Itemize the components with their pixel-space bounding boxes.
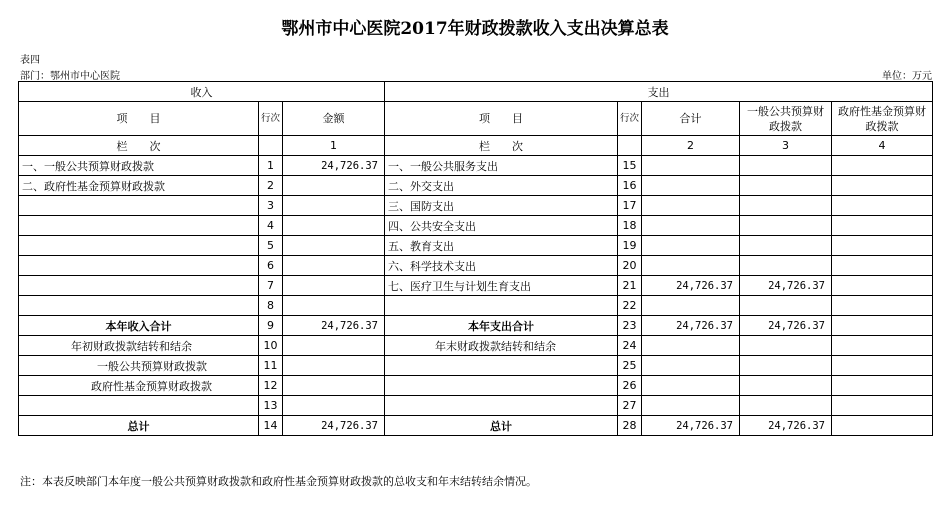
expense-row-no-cell: 27 — [618, 396, 642, 416]
expense-total-cell — [642, 176, 740, 196]
expense-general-cell: 24,726.37 — [740, 416, 832, 436]
income-item-header: 项 目 — [19, 102, 259, 136]
expense-row-no-cell: 23 — [618, 316, 642, 336]
income-row-no-cell: 3 — [259, 196, 283, 216]
income-column-number: 1 — [283, 136, 385, 156]
income-amount-cell — [283, 396, 385, 416]
income-row-no-cell: 11 — [259, 356, 283, 376]
income-row-no-cell: 7 — [259, 276, 283, 296]
expense-fund-cell — [832, 416, 933, 436]
expense-total-cell — [642, 156, 740, 176]
income-item-cell: 总计 — [19, 416, 259, 436]
budget-table — [18, 81, 933, 436]
income-row-no-cell: 8 — [259, 296, 283, 316]
expense-column-label: 栏 次 — [385, 136, 618, 156]
expense-fund-cell — [832, 336, 933, 356]
table-row — [19, 176, 933, 196]
expense-general-cell — [740, 296, 832, 316]
income-row-no-cell: 14 — [259, 416, 283, 436]
expense-total-cell: 24,726.37 — [642, 276, 740, 296]
expense-fund-cell — [832, 396, 933, 416]
gov-fund-header: 政府性基金预算财政拨款 — [832, 102, 933, 136]
income-item-cell — [19, 296, 259, 316]
income-item-cell — [19, 256, 259, 276]
income-column-label: 栏 次 — [19, 136, 259, 156]
expense-header: 支出 — [385, 82, 933, 102]
income-row-no-cell: 4 — [259, 216, 283, 236]
income-amount-cell — [283, 176, 385, 196]
expense-item-cell — [385, 356, 618, 376]
income-column-blank — [259, 136, 283, 156]
expense-fund-cell — [832, 196, 933, 216]
table-row — [19, 256, 933, 276]
expense-item-cell: 年末财政拨款结转和结余 — [385, 336, 618, 356]
expense-item-cell: 总计 — [385, 416, 618, 436]
expense-item-cell: 四、公共安全支出 — [385, 216, 618, 236]
table-row — [19, 376, 933, 396]
income-row-no-header: 行次 — [259, 102, 283, 136]
income-row-no-cell: 5 — [259, 236, 283, 256]
expense-general-cell — [740, 376, 832, 396]
expense-fund-cell — [832, 356, 933, 376]
table-number: 表四 — [20, 55, 40, 66]
income-item-cell: 政府性基金预算财政拨款 — [19, 376, 259, 396]
expense-row-no-header: 行次 — [618, 102, 642, 136]
table-row — [19, 216, 933, 236]
income-row-no-cell: 13 — [259, 396, 283, 416]
income-amount-cell — [283, 256, 385, 276]
expense-row-no-cell: 20 — [618, 256, 642, 276]
expense-row-no-cell: 25 — [618, 356, 642, 376]
expense-fund-cell — [832, 276, 933, 296]
expense-item-cell: 一、一般公共服务支出 — [385, 156, 618, 176]
expense-column-blank — [618, 136, 642, 156]
expense-total-cell — [642, 356, 740, 376]
footnote: 注：本表反映部门本年度一般公共预算财政拨款和政府性基金预算财政拨款的总收支和年末结转结余情况。 — [20, 475, 537, 488]
expense-total-cell — [642, 196, 740, 216]
income-amount-cell — [283, 216, 385, 236]
table-row — [19, 276, 933, 296]
expense-fund-cell — [832, 176, 933, 196]
expense-row-no-cell: 16 — [618, 176, 642, 196]
expense-item-cell — [385, 396, 618, 416]
income-item-cell: 一、一般公共预算财政拨款 — [19, 156, 259, 176]
expense-general-cell: 24,726.37 — [740, 276, 832, 296]
expense-fund-cell — [832, 296, 933, 316]
income-row-no-cell: 6 — [259, 256, 283, 276]
table-row — [19, 296, 933, 316]
general-column-number: 3 — [740, 136, 832, 156]
income-amount-cell: 24,726.37 — [283, 416, 385, 436]
expense-item-cell: 三、国防支出 — [385, 196, 618, 216]
expense-total-cell — [642, 296, 740, 316]
expense-row-no-cell: 24 — [618, 336, 642, 356]
expense-total-cell — [642, 236, 740, 256]
expense-fund-cell — [832, 316, 933, 336]
expense-general-cell — [740, 216, 832, 236]
expense-item-header: 项 目 — [385, 102, 618, 136]
income-item-cell: 二、政府性基金预算财政拨款 — [19, 176, 259, 196]
table-row — [19, 316, 933, 336]
income-amount-cell — [283, 276, 385, 296]
unit-label: 单位：万元 — [882, 71, 932, 82]
expense-item-cell — [385, 376, 618, 396]
expense-total-cell — [642, 376, 740, 396]
expense-general-cell — [740, 176, 832, 196]
expense-total-cell — [642, 396, 740, 416]
income-item-cell — [19, 276, 259, 296]
expense-item-cell: 七、医疗卫生与计划生育支出 — [385, 276, 618, 296]
expense-fund-cell — [832, 376, 933, 396]
income-item-cell: 本年收入合计 — [19, 316, 259, 336]
income-row-no-cell: 2 — [259, 176, 283, 196]
table-row — [19, 336, 933, 356]
income-amount-cell — [283, 356, 385, 376]
income-item-cell — [19, 236, 259, 256]
income-amount-cell — [283, 296, 385, 316]
expense-general-cell — [740, 336, 832, 356]
expense-row-no-cell: 26 — [618, 376, 642, 396]
table-row — [19, 356, 933, 376]
expense-fund-cell — [832, 256, 933, 276]
page-title: 鄂州市中心医院2017年财政拨款收入支出决算总表 — [281, 19, 669, 39]
expense-item-cell: 本年支出合计 — [385, 316, 618, 336]
total-column-number: 2 — [642, 136, 740, 156]
expense-general-cell — [740, 156, 832, 176]
expense-general-cell — [740, 236, 832, 256]
income-item-cell: 年初财政拨款结转和结余 — [19, 336, 259, 356]
expense-total-cell: 24,726.37 — [642, 416, 740, 436]
expense-total-cell — [642, 336, 740, 356]
expense-general-cell — [740, 196, 832, 216]
table-row — [19, 416, 933, 436]
department-label: 部门：鄂州市中心医院 — [20, 71, 120, 82]
expense-total-cell — [642, 256, 740, 276]
table-row — [19, 236, 933, 256]
expense-row-no-cell: 17 — [618, 196, 642, 216]
expense-row-no-cell: 22 — [618, 296, 642, 316]
expense-item-cell — [385, 296, 618, 316]
expense-fund-cell — [832, 216, 933, 236]
income-row-no-cell: 10 — [259, 336, 283, 356]
income-row-no-cell: 9 — [259, 316, 283, 336]
income-amount-cell: 24,726.37 — [283, 316, 385, 336]
income-header: 收入 — [19, 82, 385, 102]
table-row — [19, 396, 933, 416]
income-item-cell — [19, 196, 259, 216]
income-item-cell — [19, 396, 259, 416]
income-amount-cell — [283, 376, 385, 396]
expense-row-no-cell: 15 — [618, 156, 642, 176]
expense-item-cell: 二、外交支出 — [385, 176, 618, 196]
income-amount-cell: 24,726.37 — [283, 156, 385, 176]
income-row-no-cell: 12 — [259, 376, 283, 396]
total-header: 合计 — [642, 102, 740, 136]
expense-general-cell — [740, 356, 832, 376]
general-budget-header: 一般公共预算财政拨款 — [740, 102, 832, 136]
expense-general-cell — [740, 396, 832, 416]
income-item-cell — [19, 216, 259, 236]
income-amount-cell — [283, 196, 385, 216]
expense-row-no-cell: 28 — [618, 416, 642, 436]
expense-item-cell: 六、科学技术支出 — [385, 256, 618, 276]
fund-column-number: 4 — [832, 136, 933, 156]
expense-total-cell — [642, 216, 740, 236]
amount-header: 金额 — [283, 102, 385, 136]
expense-row-no-cell: 19 — [618, 236, 642, 256]
expense-general-cell — [740, 256, 832, 276]
income-item-cell: 一般公共预算财政拨款 — [19, 356, 259, 376]
expense-row-no-cell: 21 — [618, 276, 642, 296]
expense-fund-cell — [832, 156, 933, 176]
table-row — [19, 156, 933, 176]
expense-general-cell: 24,726.37 — [740, 316, 832, 336]
income-row-no-cell: 1 — [259, 156, 283, 176]
table-row — [19, 196, 933, 216]
income-amount-cell — [283, 236, 385, 256]
expense-fund-cell — [832, 236, 933, 256]
income-amount-cell — [283, 336, 385, 356]
expense-row-no-cell: 18 — [618, 216, 642, 236]
expense-item-cell: 五、教育支出 — [385, 236, 618, 256]
expense-total-cell: 24,726.37 — [642, 316, 740, 336]
